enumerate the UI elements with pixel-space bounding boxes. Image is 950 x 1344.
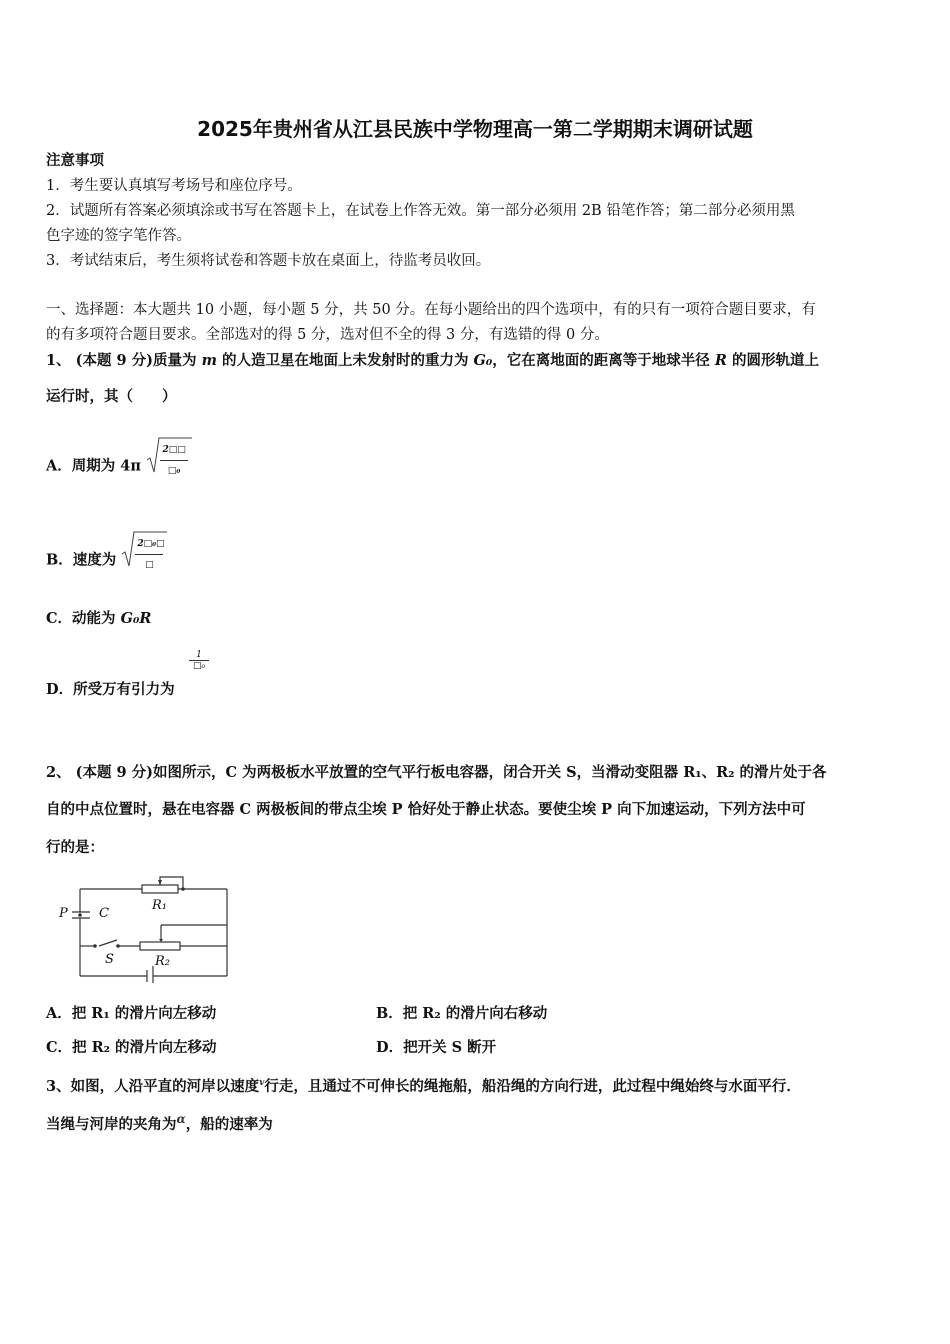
notice-item-3: 3．考试结束后，考生须将试卷和答题卡放在桌面上，待监考员收回。 (46, 253, 491, 269)
q3-stem-line1 (46, 1073, 801, 1097)
circuit-diagram (55, 868, 240, 983)
notice-item-2-cont: 色字迹的签字笔作答。 (46, 228, 191, 244)
q3-stem-a: 3、如图，人沿平直的河岸以速度 (46, 1077, 260, 1095)
q1-option-d-label: D．所受万有引力为 (46, 681, 175, 698)
q3-var-alpha: α (176, 1112, 186, 1126)
circuit-diagram-icon (55, 868, 240, 983)
q1-var-g0: G₀ (473, 352, 493, 369)
q1-option-a-label: A．周期为 4π (46, 457, 142, 475)
q1-option-d-den: □₀ (192, 661, 206, 671)
q2-stem-line1: 2、 (本题 9 分)如图所示，C 为两极板水平放置的空气平行板电容器，闭合开关 S，当滑动变阻器 R₁、R₂ 的滑片处于各 (46, 764, 827, 781)
circuit-label-c: C (99, 906, 109, 921)
q3-stem-line2 (46, 1109, 273, 1135)
q1-option-c-label: C．动能为 (46, 610, 121, 627)
q3-var-v: v (259, 1078, 265, 1088)
q1-option-b (46, 539, 165, 581)
sqrt-symbol-icon (121, 530, 165, 571)
q1-option-d-fraction (189, 650, 209, 671)
q1-stem-line1 (46, 351, 819, 371)
q2-option-a: A．把 R₁ 的滑片向左移动 (46, 1005, 217, 1022)
q1-option-a (46, 445, 186, 487)
q1-option-a-den: □₀ (167, 466, 181, 476)
q2-option-c: C．把 R₂ 的滑片向左移动 (46, 1039, 217, 1056)
q3-stem-c: 当绳与河岸的夹角为 (46, 1115, 177, 1133)
q1-option-d (46, 680, 175, 700)
q2-stem-line3: 行的是： (46, 839, 104, 856)
q1-var-m: m (201, 352, 217, 369)
sqrt-symbol-icon (146, 436, 186, 477)
section-instructions-line2: 的有多项符合题目要求。全部选对的得 5 分，选对但不全的得 3 分，有选错的得 0 分。 (46, 327, 609, 343)
q1-option-c-value: G₀R (120, 610, 152, 627)
q1-stem-c: ，它在离地面的距离等于地球半径 (492, 352, 715, 369)
q1-option-b-den: □ (145, 560, 154, 570)
section-instructions-line1: 一、选择题：本大题共 10 小题，每小题 5 分，共 50 分。在每小题给出的四个选项中，有的只有一项符合题目要求，有 (46, 302, 816, 318)
circuit-label-p: P (59, 906, 68, 921)
notice-item-2: 2．试题所有答案必须填涂或书写在答题卡上，在试卷上作答无效。第一部分必须用 2B 铅笔作答；第二部分必须用黑 (46, 203, 795, 219)
notice-item-1: 1．考生要认真填写考场号和座位序号。 (46, 178, 302, 194)
q2-stem-line2: 自的中点位置时，悬在电容器 C 两极板间的带点尘埃 P 恰好处于静止状态。要使尘埃 P 向下加速运动，下列方法中可 (46, 801, 806, 818)
q1-option-c (46, 609, 151, 629)
q3-stem-b: 行走，且通过不可伸长的绳拖船，船沿绳的方向行进，此过程中绳始终与水面平行． (264, 1077, 801, 1095)
q2-option-d: D．把开关 S 断开 (376, 1039, 497, 1056)
q1-option-b-num: 2□₀□ (135, 534, 163, 555)
circuit-label-r1: R₁ (152, 898, 167, 913)
q1-stem-a: 1、 (本题 9 分)质量为 (46, 352, 202, 369)
q1-option-d-num: 1 (189, 650, 209, 661)
q1-stem-line2: 运行时，其（ ） (46, 388, 177, 405)
q1-stem-d: 的圆形轨道上 (726, 352, 819, 369)
circuit-label-s: S (105, 952, 114, 967)
q1-var-r: R (714, 352, 727, 369)
q1-option-a-num: 2□□ (160, 440, 188, 461)
q3-stem-d: ，船的速率为 (185, 1115, 273, 1133)
notice-heading: 注意事项 (46, 152, 104, 169)
page-title: 2025年贵州省从江县民族中学物理高一第二学期期末调研试题 (197, 117, 753, 141)
circuit-label-r2: R₂ (155, 954, 170, 969)
q2-option-b: B．把 R₂ 的滑片向右移动 (376, 1005, 548, 1022)
q1-option-b-label: B．速度为 (46, 551, 117, 569)
q1-stem-b: 的人造卫星在地面上未发射时的重力为 (216, 352, 474, 369)
